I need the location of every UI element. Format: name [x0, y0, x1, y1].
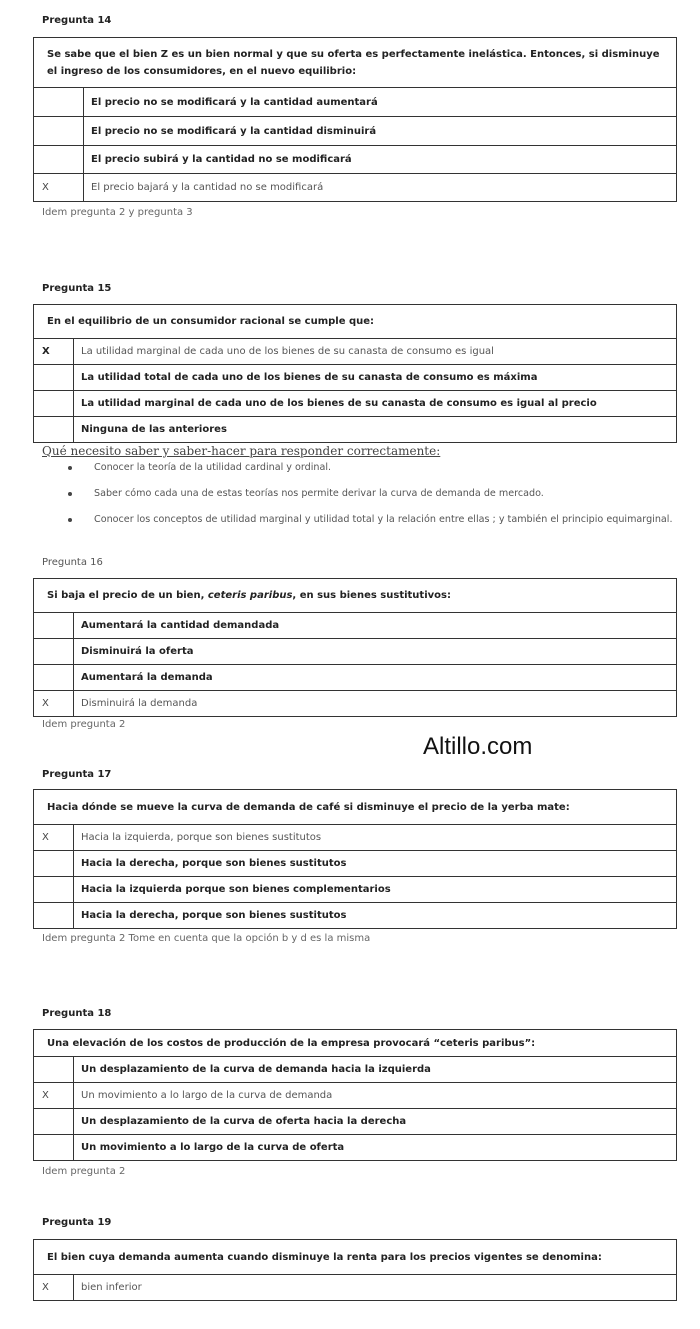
question-stem-emphasis: ceteris paribus	[207, 590, 293, 601]
answer-option: La utilidad total de cada uno de los bienes de su canasta de consumo es máxima	[74, 365, 677, 391]
answer-option-correct: Un movimiento a lo largo de la curva de demanda	[74, 1083, 677, 1109]
answer-mark	[34, 639, 74, 665]
answer-mark	[34, 391, 74, 417]
answer-option: Hacia la izquierda porque son bienes complementarios	[74, 877, 677, 903]
answer-mark: X	[34, 339, 74, 365]
answer-option: El precio subirá y la cantidad no se modificará	[84, 146, 677, 174]
question-title: Pregunta 18	[42, 1008, 112, 1019]
answer-mark: X	[34, 1275, 74, 1301]
answer-mark	[34, 117, 84, 146]
question-stem: Una elevación de los costos de producción de la empresa provocará “ceteris paribus”:	[34, 1030, 677, 1057]
answer-option: Hacia la derecha, porque son bienes sustitutos	[74, 903, 677, 929]
answer-mark	[34, 365, 74, 391]
answer-mark	[34, 1109, 74, 1135]
question-table	[33, 578, 677, 717]
answer-mark	[34, 665, 74, 691]
watermark-logo: Altillo.com	[423, 733, 533, 760]
bullet-icon	[68, 518, 72, 522]
knowhow-heading: Qué necesito saber y saber-hacer para responder correctamente:	[42, 444, 441, 458]
answer-option: Ninguna de las anteriores	[74, 417, 677, 443]
answer-mark: X	[34, 1083, 74, 1109]
bullet-icon	[68, 466, 72, 470]
answer-note: Idem pregunta 2 Tome en cuenta que la opción b y d es la misma	[42, 933, 371, 944]
answer-option: Hacia la derecha, porque son bienes sustitutos	[74, 851, 677, 877]
answer-option: Un movimiento a lo largo de la curva de oferta	[74, 1135, 677, 1161]
answer-option: Un desplazamiento de la curva de demanda hacia la izquierda	[74, 1057, 677, 1083]
question-table	[33, 1239, 677, 1301]
answer-option: La utilidad marginal de cada uno de los bienes de su canasta de consumo es igual al precio	[74, 391, 677, 417]
answer-note: Idem pregunta 2	[42, 1166, 126, 1177]
question-stem-text: , en sus bienes sustitutivos:	[292, 590, 451, 601]
answer-mark: X	[34, 691, 74, 717]
answer-mark	[34, 146, 84, 174]
knowhow-item	[68, 513, 673, 527]
answer-option-correct: El precio bajará y la cantidad no se modificará	[84, 174, 677, 202]
answer-mark	[34, 1135, 74, 1161]
answer-option-correct: Disminuirá la demanda	[74, 691, 677, 717]
answer-mark	[34, 613, 74, 639]
knowhow-list	[68, 461, 673, 539]
answer-option-correct: Hacia la izquierda, porque son bienes sustitutos	[74, 825, 677, 851]
answer-note: Idem pregunta 2	[42, 719, 126, 730]
answer-mark: X	[34, 174, 84, 202]
answer-mark	[34, 1057, 74, 1083]
question-table	[33, 789, 677, 929]
answer-mark	[34, 417, 74, 443]
answer-option: Disminuirá la oferta	[74, 639, 677, 665]
answer-option: Un desplazamiento de la curva de oferta hacia la derecha	[74, 1109, 677, 1135]
question-stem-text: Si baja el precio de un bien,	[47, 590, 208, 601]
knowhow-item	[68, 487, 673, 501]
answer-mark	[34, 851, 74, 877]
question-stem: En el equilibrio de un consumidor racional se cumple que:	[34, 305, 677, 339]
knowhow-item	[68, 461, 673, 475]
answer-option: Aumentará la demanda	[74, 665, 677, 691]
answer-mark	[34, 88, 84, 117]
question-table	[33, 304, 677, 443]
question-table	[33, 1029, 677, 1161]
answer-option-correct: bien inferior	[74, 1275, 677, 1301]
bullet-icon	[68, 492, 72, 496]
question-table	[33, 37, 677, 202]
knowhow-item-text: Conocer los conceptos de utilidad marginal y utilidad total y la relación entre ellas ; y también el principio equimarginal.	[94, 514, 673, 525]
answer-option-correct: La utilidad marginal de cada uno de los bienes de su canasta de consumo es igual	[74, 339, 677, 365]
knowhow-item-text: Saber cómo cada una de estas teorías nos permite derivar la curva de demanda de mercado.	[94, 488, 544, 499]
question-title: Pregunta 14	[42, 15, 112, 26]
knowhow-item-text: Conocer la teoría de la utilidad cardinal y ordinal.	[94, 462, 332, 473]
question-stem: Hacia dónde se mueve la curva de demanda de café si disminuye el precio de la yerba mate:	[34, 790, 677, 825]
answer-mark	[34, 903, 74, 929]
answer-option: Aumentará la cantidad demandada	[74, 613, 677, 639]
answer-option: El precio no se modificará y la cantidad disminuirá	[84, 117, 677, 146]
question-title: Pregunta 15	[42, 283, 112, 294]
question-stem: El bien cuya demanda aumenta cuando disminuye la renta para los precios vigentes se denomina:	[34, 1240, 677, 1275]
question-stem	[34, 579, 677, 613]
question-title: Pregunta 17	[42, 769, 112, 780]
answer-option: El precio no se modificará y la cantidad aumentará	[84, 88, 677, 117]
answer-note: Idem pregunta 2 y pregunta 3	[42, 207, 193, 218]
answer-mark: X	[34, 825, 74, 851]
question-title: Pregunta 16	[42, 557, 103, 568]
question-title: Pregunta 19	[42, 1217, 112, 1228]
question-stem: Se sabe que el bien Z es un bien normal y que su oferta es perfectamente inelástica. Entonces, si disminuye el ingreso de los consumidores, en el nuevo equilibrio:	[34, 38, 677, 88]
answer-mark	[34, 877, 74, 903]
